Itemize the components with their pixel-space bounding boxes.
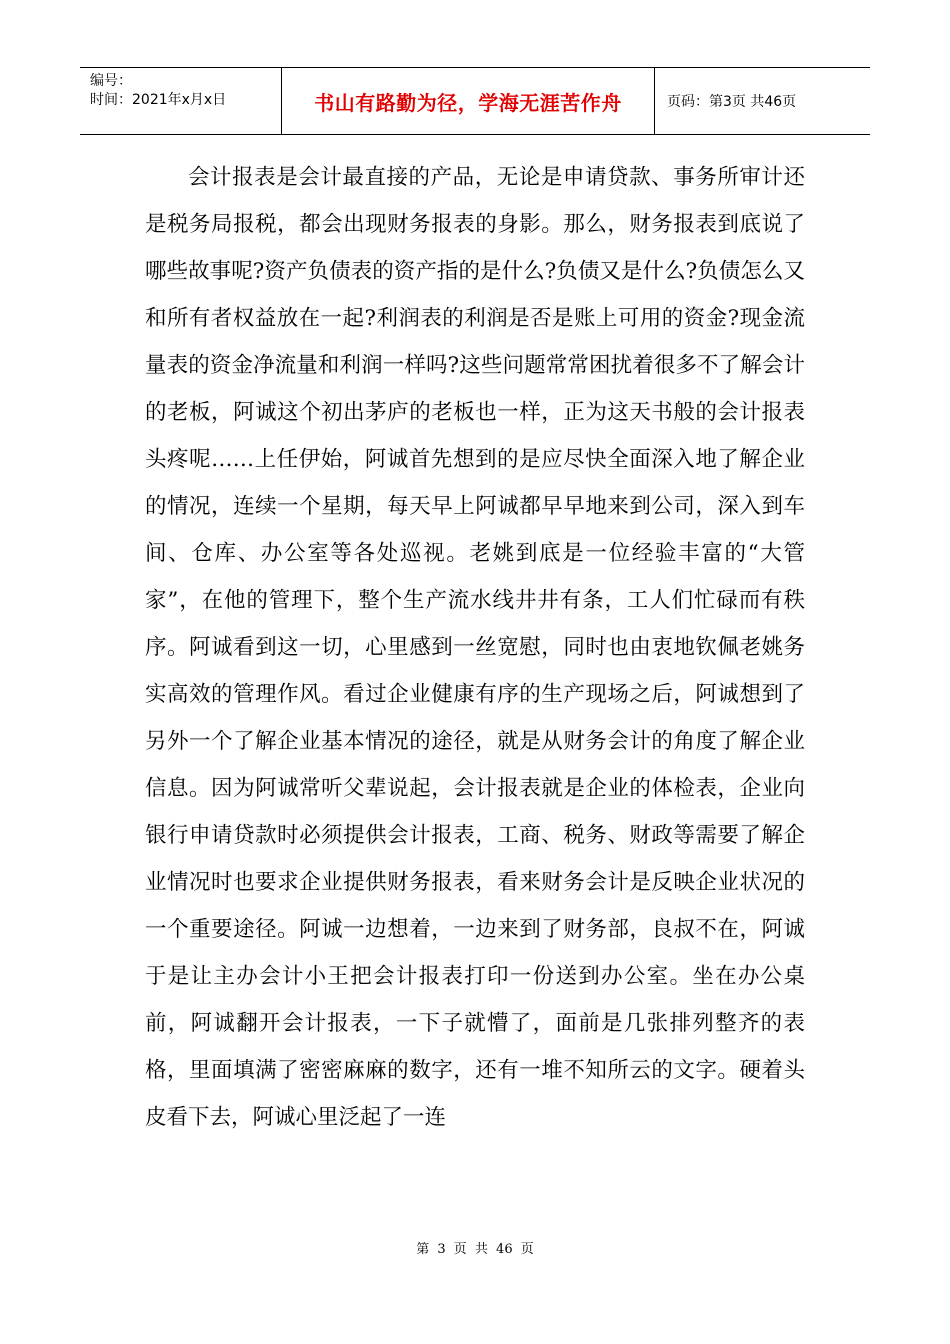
header-meta-cell <box>80 68 282 134</box>
body-paragraph: 会计报表是会计最直接的产品，无论是申请贷款、事务所审计还是税务局报税，都会出现财务报表的身影。那么，财务报表到底说了哪些故事呢?资产负债表的资产指的是什么?负债又是什么?负债怎么又和所有者权益放在一起?利润表的利润是否是账上可用的资金?现金流量表的资金净流量和利润一样吗?这些问题常常困扰着很多不了解会计的老板，阿诚这个初出茅庐的老板也一样，正为这天书般的会计报表头疼呢……上任伊始，阿诚首先想到的是应尽快全面深入地了解企业的情况，连续一个星期，每天早上阿诚都早早地来到公司，深入到车间、仓库、办公室等各处巡视。老姚到底是一位经验丰富的“大管家”，在他的管理下，整个生产流水线井井有条，工人们忙碌而有秩序。阿诚看到这一切，心里感到一丝宽慰，同时也由衷地钦佩老姚务实高效的管理作风。看过企业健康有序的生产现场之后，阿诚想到了另外一个了解企业基本情况的途径，就是从财务会计的角度了解企业信息。因为阿诚常听父辈说起，会计报表就是企业的体检表，企业向银行申请贷款时必须提供会计报表，工商、税务、财政等需要了解企业情况时也要求企业提供财务报表，看来财务会计是反映企业状况的一个重要途径。阿诚一边想着，一边来到了财务部，良叔不在，阿诚于是让主办会计小王把会计报表打印一份送到办公室。坐在办公桌前，阿诚翻开会计报表，一下子就懵了，面前是几张排列整齐的表格，里面填满了密密麻麻的数字，还有一堆不知所云的文字。硬着头皮看下去，阿诚心里泛起了一连 <box>145 165 805 1130</box>
motto-text: 书山有路勤为径，学海无涯苦作舟 <box>314 90 622 115</box>
header-page-cell <box>655 68 870 134</box>
header-table <box>80 67 870 135</box>
document-date-label: 时间：2021年x月x日 <box>90 92 227 108</box>
document-number-label: 编号： <box>90 73 132 89</box>
header-motto-cell <box>282 68 655 134</box>
page-footer: 第 3 页 共 46 页 <box>416 1242 534 1257</box>
header-page-info: 页码：第3页 共46页 <box>667 94 797 110</box>
